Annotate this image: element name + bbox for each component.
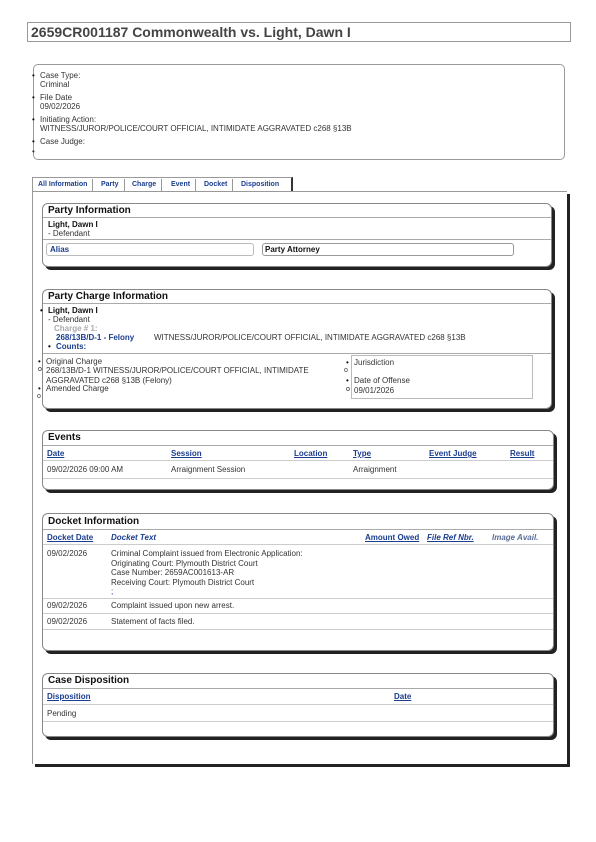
offense-date-label: • Date of Offense	[354, 376, 410, 386]
page-title-bar	[27, 22, 571, 42]
alias-field	[46, 243, 254, 256]
events-col-result[interactable]: Result	[510, 449, 535, 458]
bullet-empty: •	[32, 147, 35, 156]
events-title: Events	[48, 432, 81, 443]
case-type-label: • Case Type:	[40, 71, 80, 81]
offense-date-value: o 09/01/2026	[354, 386, 394, 396]
charge-number-label: Charge # 1:	[54, 324, 98, 333]
party-attorney-field	[262, 243, 514, 256]
case-judge-label: • Case Judge:	[40, 137, 85, 147]
docket-text-line: Criminal Complaint issued from Electronic Application:	[111, 549, 303, 558]
charge-description: WITNESS/JUROR/POLICE/COURT OFFICIAL, INTIMIDATE AGGRAVATED c268 §13B	[154, 333, 466, 342]
file-date-value: 09/02/2026	[40, 102, 81, 111]
amended-charge-label: • Amended Charge	[46, 384, 109, 394]
page-title: 2659CR001187 Commonwealth vs. Light, Dawn I	[31, 24, 351, 40]
docket-row-date: 09/02/2026	[47, 549, 88, 558]
docket-text-extra: ;	[111, 587, 114, 597]
docket-row-date: 09/02/2026	[47, 601, 88, 610]
party-name: Light, Dawn I	[48, 220, 98, 229]
docket-col-text[interactable]: Docket Text	[111, 533, 157, 542]
docket-title: Docket Information	[48, 516, 140, 527]
original-charge-text: o 268/13B/D-1 WITNESS/JUROR/POLICE/COURT OFFICIAL, INTIMIDATE AGGRAVATED c268 §13B (Felony)	[46, 366, 336, 385]
charge-party-name: • Light, Dawn I	[48, 306, 98, 316]
docket-row-text	[111, 549, 303, 597]
events-col-session[interactable]: Session	[171, 449, 202, 458]
original-charge-label: • Original Charge	[46, 357, 102, 367]
tab-charge[interactable]: Charge	[127, 179, 162, 191]
empty-sub-bullet: o	[37, 393, 41, 400]
alias-label: Alias	[50, 245, 70, 254]
counts-label: • Counts:	[56, 342, 86, 352]
party-information-title: Party Information	[48, 205, 131, 216]
events-col-location[interactable]: Location	[294, 449, 328, 458]
initiating-action-value: WITNESS/JUROR/POLICE/COURT OFFICIAL, INTIMIDATE AGGRAVATED c268 §13B	[40, 124, 352, 133]
tab-event[interactable]: Event	[166, 179, 196, 191]
docket-text-line: Receiving Court: Plymouth District Court	[111, 577, 255, 587]
party-role: - Defendant	[48, 229, 90, 238]
tab-docket[interactable]: Docket	[199, 179, 233, 191]
tab-party[interactable]: Party	[96, 179, 125, 191]
docket-col-file-ref[interactable]: File Ref Nbr.	[427, 533, 474, 542]
charge-code: 268/13B/D-1 - Felony	[56, 333, 135, 342]
event-type: Arraignment	[353, 465, 397, 474]
docket-row-text: Complaint issued upon new arrest.	[111, 601, 235, 610]
docket-col-image-avail[interactable]: Image Avail.	[492, 533, 539, 542]
disposition-col-date[interactable]: Date	[394, 692, 412, 701]
file-date-label: • File Date	[40, 93, 72, 103]
events-col-date[interactable]: Date	[47, 449, 65, 458]
docket-row-date: 09/02/2026	[47, 617, 88, 626]
case-type-value: Criminal	[40, 80, 70, 89]
disposition-col-disposition[interactable]: Disposition	[47, 692, 91, 701]
event-session: Arraignment Session	[171, 465, 246, 474]
event-date: 09/02/2026 09:00 AM	[47, 465, 124, 474]
docket-row-text: Statement of facts filed.	[111, 617, 195, 626]
events-col-type[interactable]: Type	[353, 449, 372, 458]
initiating-action-label: • Initiating Action:	[40, 115, 96, 125]
tab-all-information[interactable]: All Information	[33, 179, 93, 191]
empty-sub-bullet: o	[344, 367, 348, 374]
jurisdiction-label: • Jurisdiction	[354, 358, 394, 368]
events-col-event-judge[interactable]: Event Judge	[429, 449, 477, 458]
docket-col-date[interactable]: Docket Date	[47, 533, 94, 542]
docket-text-line: Case Number: 2659AC001613-AR	[111, 568, 235, 578]
disposition-value: Pending	[47, 709, 77, 718]
party-charge-title: Party Charge Information	[48, 291, 169, 302]
tab-disposition[interactable]: Disposition	[241, 181, 280, 188]
charge-party-role: - Defendant	[48, 315, 90, 324]
disposition-title: Case Disposition	[48, 675, 130, 686]
case-summary	[33, 64, 565, 160]
docket-text-line: Originating Court: Plymouth District Court	[111, 558, 258, 568]
docket-col-amount-owed[interactable]: Amount Owed	[365, 533, 420, 542]
party-attorney-label: Party Attorney	[265, 245, 320, 254]
